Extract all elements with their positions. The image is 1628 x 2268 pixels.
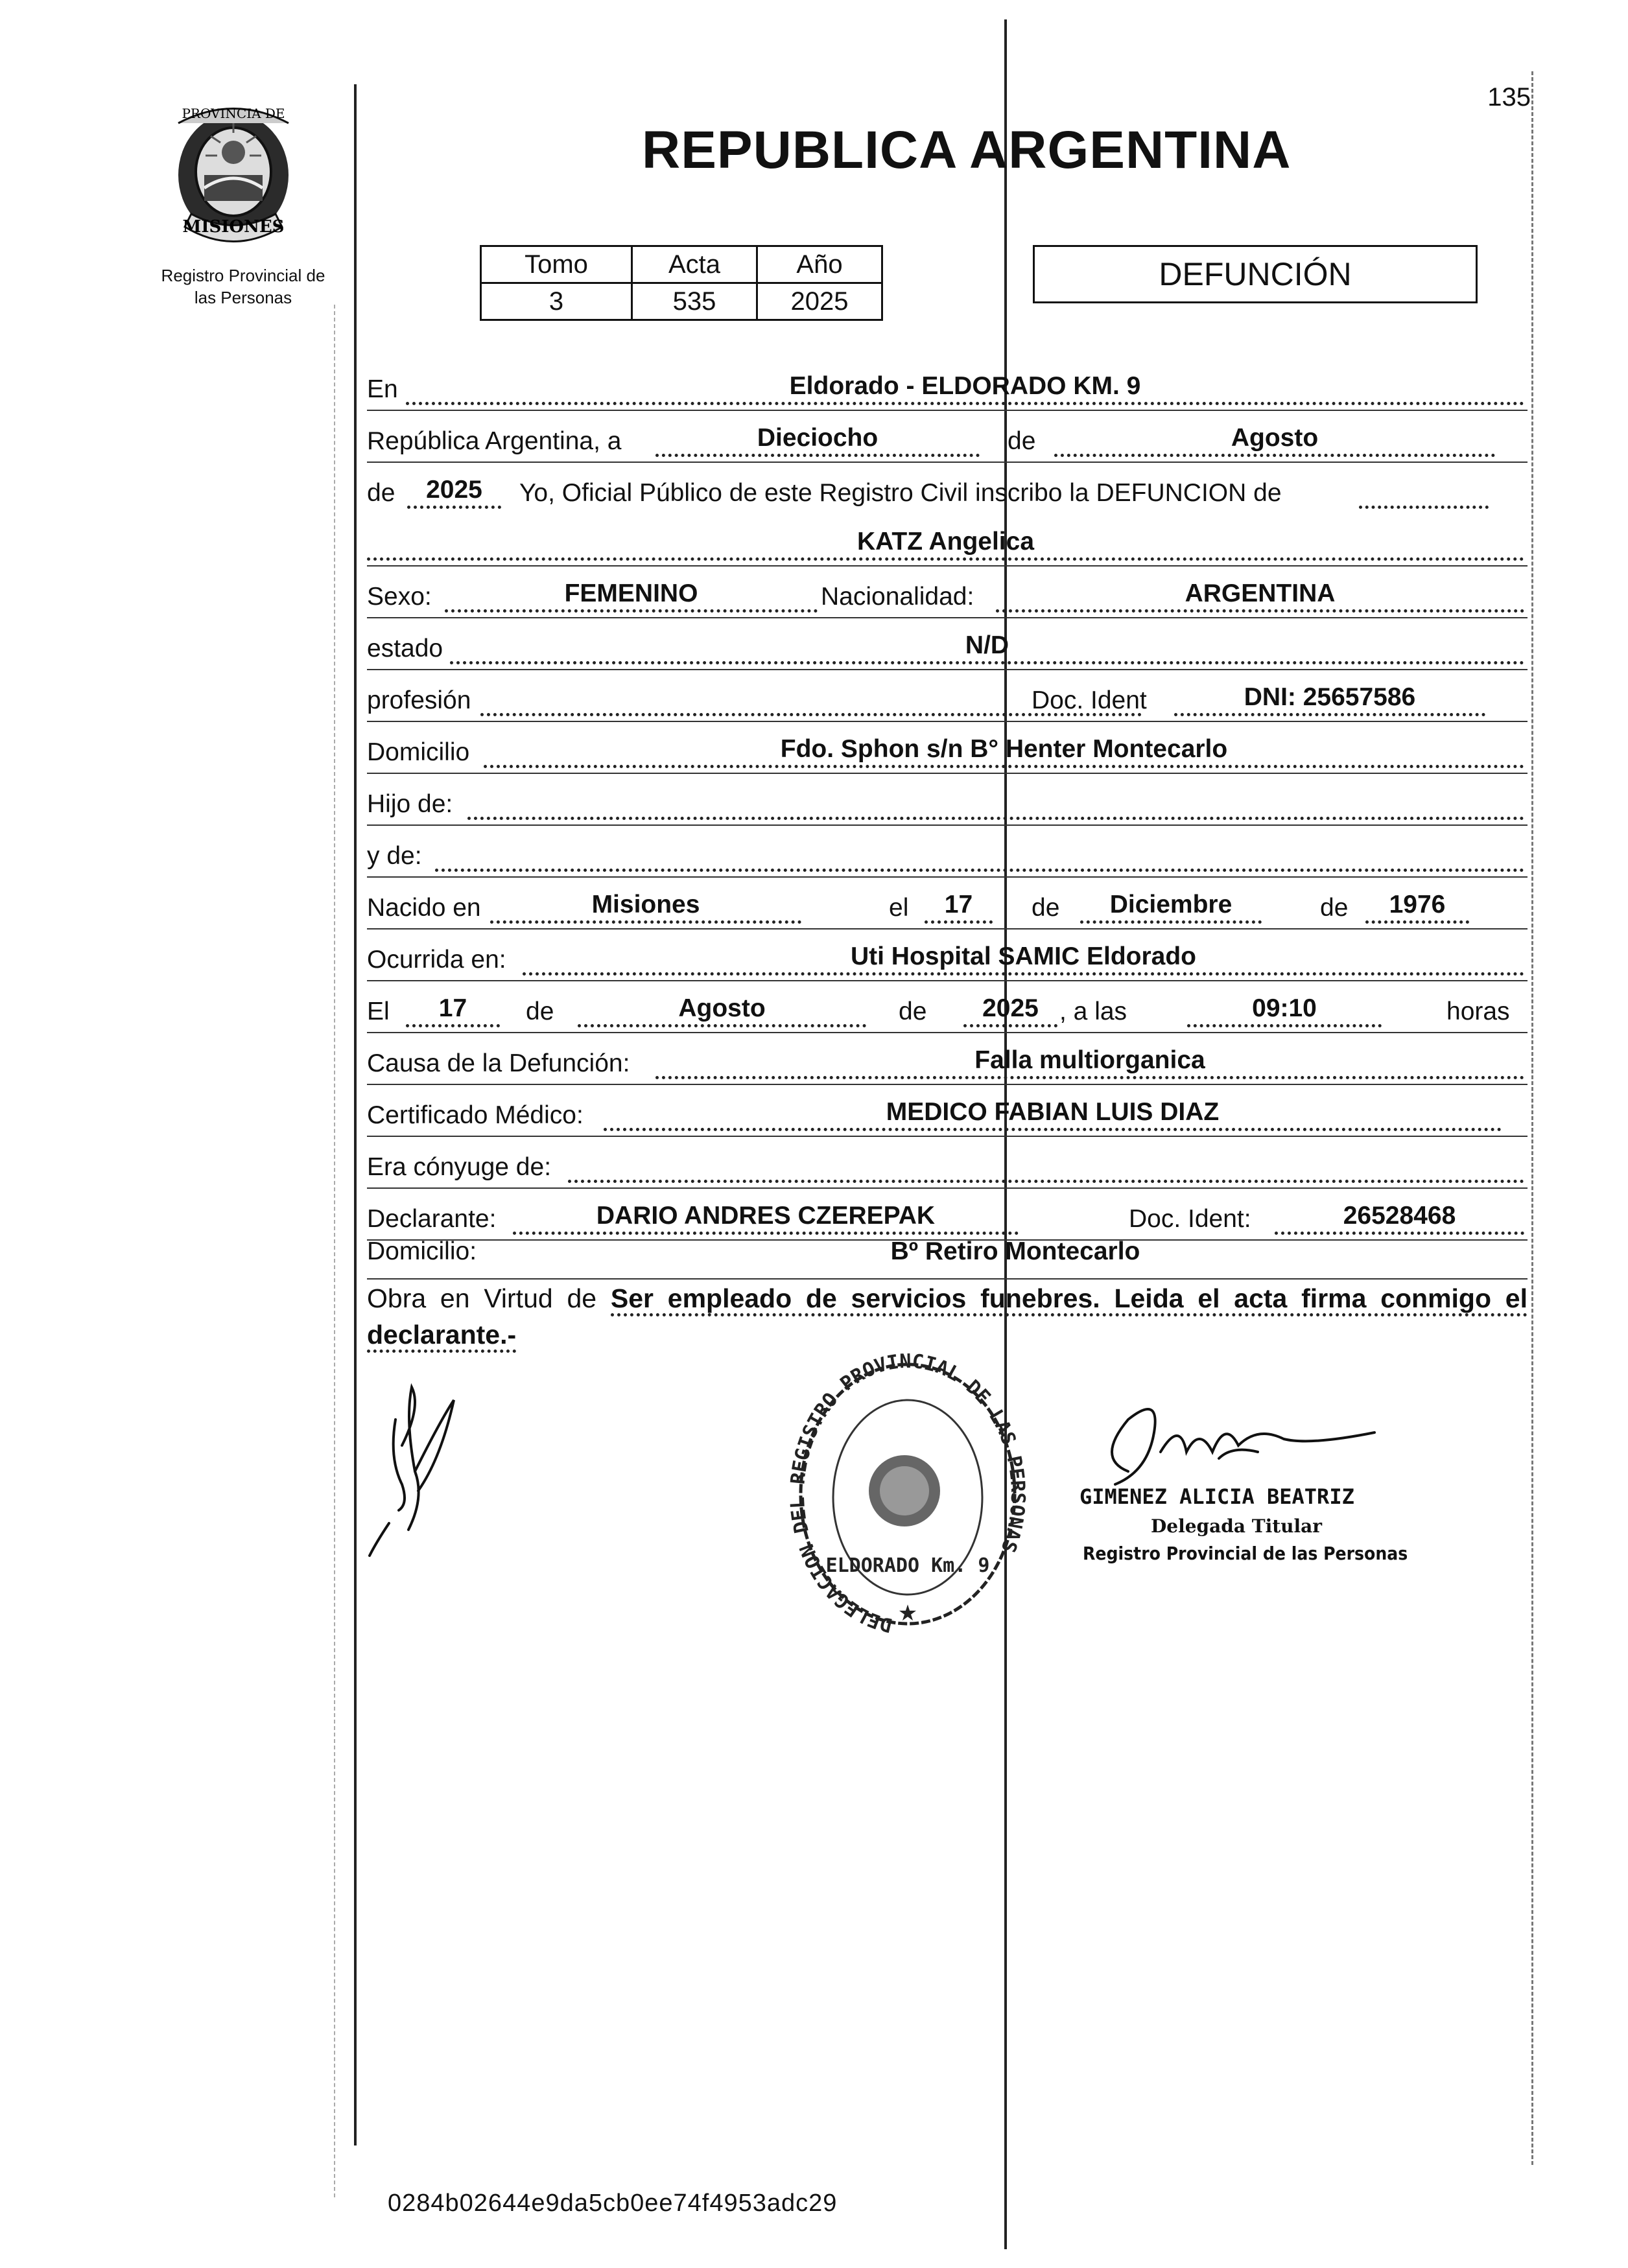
declarante-value: DARIO ANDRES CZEREPAK xyxy=(513,1202,1019,1235)
separator xyxy=(367,1278,1528,1280)
blank-fill xyxy=(1359,476,1489,509)
row-nombre xyxy=(367,515,1528,567)
svg-text:★: ★ xyxy=(897,1601,918,1626)
hijo-de-value xyxy=(467,787,1524,820)
def-dia-value: 17 xyxy=(406,994,500,1027)
svg-text:ELDORADO Km. 9: ELDORADO Km. 9 xyxy=(825,1554,990,1577)
provincial-seal-icon xyxy=(159,97,308,253)
estado-value: N/D xyxy=(450,631,1524,664)
row-nacimiento: Nacido en Misiones el 17 de Diciembre de 1976 xyxy=(367,878,1528,930)
certificado-value: MEDICO FABIAN LUIS DIAZ xyxy=(604,1098,1502,1131)
row-fecha-registro: República Argentina, a Dieciocho de Agosto xyxy=(367,412,1528,463)
mes-registro-value: Agosto xyxy=(1054,424,1495,457)
row-domicilio-declarante: Domicilio: Bº Retiro Montecarlo xyxy=(367,1228,1528,1274)
anio-registro-value: 2025 xyxy=(407,476,501,509)
tomo-value: 3 xyxy=(481,283,632,320)
sexo-value: FEMENINO xyxy=(445,579,818,613)
lugar-value: Eldorado - ELDORADO KM. 9 xyxy=(406,372,1524,405)
nac-mes-value: Diciembre xyxy=(1080,891,1262,924)
official-signature-icon xyxy=(1089,1394,1394,1491)
row-causa: Causa de la Defunción: Falla multiorganica xyxy=(367,1034,1528,1086)
row-fecha-defuncion: El 17 de Agosto de 2025 , a las 09:10 horas xyxy=(367,982,1528,1034)
nacido-en-value: Misiones xyxy=(490,891,801,924)
svg-text:PROVINCIA DE: PROVINCIA DE xyxy=(182,106,285,121)
acta-value: 535 xyxy=(632,283,757,320)
row-estado: estado N/D xyxy=(367,619,1528,671)
conyuge-value xyxy=(568,1150,1524,1183)
document-type-box: DEFUNCIÓN xyxy=(1033,245,1478,303)
signatory-org: Registro Provincial de las Personas xyxy=(1083,1543,1408,1564)
y-de-value xyxy=(435,839,1524,872)
record-table xyxy=(480,245,883,321)
row-declarante: Declarante: DARIO ANDRES CZEREPAK Doc. Ident: 26528468 xyxy=(367,1189,1528,1241)
right-margin-ticks xyxy=(1531,71,1533,2165)
causa-value: Falla multiorganica xyxy=(655,1046,1524,1079)
svg-text:MISIONES: MISIONES xyxy=(182,217,285,237)
anio-value: 2025 xyxy=(757,283,882,320)
dni-value: DNI: 25657586 xyxy=(1174,683,1485,716)
official-stamp-icon xyxy=(785,1348,1031,1646)
declarante-domicilio-value: Bº Retiro Montecarlo xyxy=(890,1237,1140,1265)
left-margin-line xyxy=(354,84,357,2145)
tomo-header: Tomo xyxy=(481,246,632,283)
row-ocurrida: Ocurrida en: Uti Hospital SAMIC Eldorado xyxy=(367,930,1528,982)
row-domicilio: Domicilio Fdo. Sphon s/n B° Henter Montecarlo xyxy=(367,723,1528,775)
row-anio-oficial: de 2025 Yo, Oficial Público de este Registro Civil inscribo la DEFUNCION de xyxy=(367,463,1528,515)
signatory-role: Delegada Titular xyxy=(1151,1515,1323,1537)
nombre-value: KATZ Angelica xyxy=(367,528,1524,561)
declarant-signature-icon xyxy=(363,1381,467,1562)
row-conyuge: Era cónyuge de: xyxy=(367,1138,1528,1189)
declarante-doc-value: 26528468 xyxy=(1275,1202,1524,1235)
registry-label: Registro Provincial de las Personas xyxy=(161,266,325,307)
row-hijo-de: Hijo de: xyxy=(367,775,1528,826)
signatory-name: GIMENEZ ALICIA BEATRIZ xyxy=(1079,1484,1354,1509)
left-edge-ticks xyxy=(334,305,335,2197)
def-hora-value: 09:10 xyxy=(1187,994,1382,1027)
page-title: REPUBLICA ARGENTINA xyxy=(642,121,1292,180)
def-anio-value: 2025 xyxy=(963,994,1057,1027)
def-mes-value: Agosto xyxy=(578,994,866,1027)
domicilio-value: Fdo. Sphon s/n B° Henter Montecarlo xyxy=(484,735,1524,768)
dia-registro-value: Dieciocho xyxy=(655,424,980,457)
row-lugar: En Eldorado - ELDORADO KM. 9 xyxy=(367,360,1528,412)
obra-virtud-paragraph: Obra en Virtud de Ser empleado de servicios funebres. Leida el acta firma conmigo el declarante.- xyxy=(367,1280,1528,1353)
virtud-value: Ser empleado de servicios funebres. Leida el acta firma conmigo el declarante.- xyxy=(367,1283,1528,1353)
ocurrida-en-value: Uti Hospital SAMIC Eldorado xyxy=(523,942,1524,976)
acta-header: Acta xyxy=(632,246,757,283)
document-hash: 0284b02644e9da5cb0ee74f4953adc29 xyxy=(388,2190,838,2217)
row-sexo: Sexo: FEMENINO Nacionalidad: ARGENTINA xyxy=(367,567,1528,619)
svg-text:DELEGACION DEL REGISTRO PROVIN: DELEGACION DEL REGISTRO PROVINCIAL DE LAS PERSONAS xyxy=(786,1350,1030,1637)
row-y-de: y de: xyxy=(367,826,1528,878)
nac-dia-value: 17 xyxy=(925,891,993,924)
row-certificado: Certificado Médico: MEDICO FABIAN LUIS DIAZ xyxy=(367,1086,1528,1138)
nac-anio-value: 1976 xyxy=(1365,891,1469,924)
row-profesion: profesión Doc. Ident DNI: 25657586 xyxy=(367,671,1528,723)
anio-header: Año xyxy=(757,246,882,283)
nacionalidad-value: ARGENTINA xyxy=(996,579,1524,613)
page-number: 135 xyxy=(1487,83,1531,111)
